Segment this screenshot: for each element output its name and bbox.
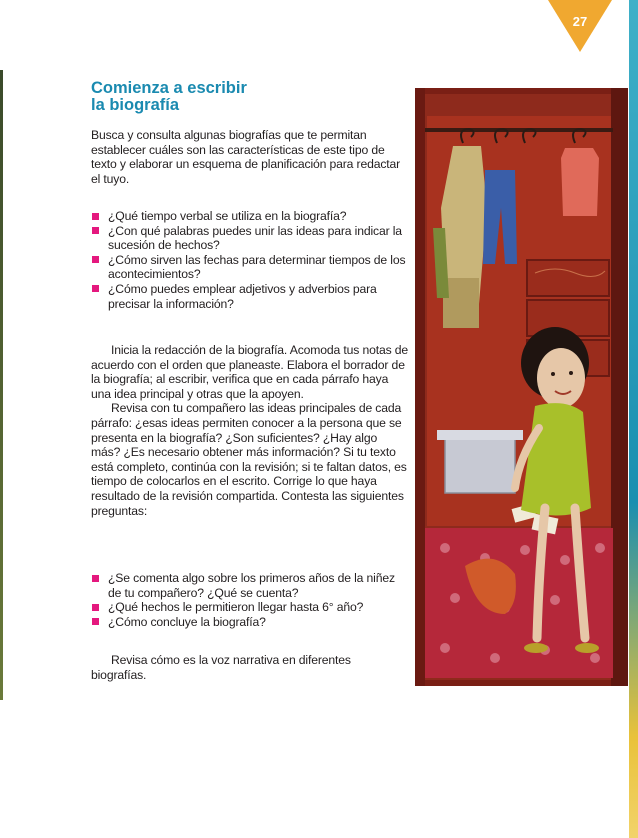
bullet-square-icon: [92, 618, 99, 625]
question-list-1: [91, 209, 409, 311]
list-item: ¿Cómo sirven las fechas para determinar tiempos de los acontecimientos?: [91, 253, 409, 282]
closing-paragraph: [91, 653, 409, 682]
illustration-svg: [415, 88, 628, 686]
intro-paragraph: [91, 128, 409, 186]
left-edge-strip: [0, 70, 3, 700]
section-title: [91, 80, 391, 114]
list-item: ¿Con qué palabras puedes unir las ideas para indicar la sucesión de hechos?: [91, 224, 409, 253]
list-item: ¿Qué hechos le permitieron llegar hasta 6° año?: [91, 600, 409, 615]
bullet-square-icon: [92, 227, 99, 234]
title-line-1: Comienza a escribir: [91, 79, 247, 97]
paragraph-2: Revisa con tu compañero las ideas principales de cada párrafo: ¿esas ideas permiten conocer a la persona que se presenta en la biografía? ¿Son suficientes? ¿Hay algo más? ¿Es necesario obtener más información? Si tu texto está completo, continúa con la revisión; si te faltan datos, es tiempo de colocarlos en el escrito. Corrige lo que haya resultado de la revisión compartida. Contesta las siguientes preguntas:: [91, 401, 407, 518]
body-paragraphs: [91, 343, 409, 518]
closing-text: Revisa cómo es la voz narrativa en diferentes biografías.: [91, 653, 351, 682]
bullet-square-icon: [92, 213, 99, 220]
list-item: ¿Cómo puedes emplear adjetivos y adverbios para precisar la información?: [91, 282, 409, 311]
bullet-square-icon: [92, 285, 99, 292]
page-number: 27: [572, 14, 588, 29]
list-item: ¿Cómo concluye la biografía?: [91, 615, 409, 630]
list-item: ¿Se comenta algo sobre los primeros años de la niñez de tu compañero? ¿Qué se cuenta?: [91, 571, 409, 600]
paragraph-1: Inicia la redacción de la biografía. Acomoda tus notas de acuerdo con el orden que planeaste. Elabora el borrador de la biografía; al escribir, verifica que en cada párrafo haya una idea principal y otras que la apoyen.: [91, 343, 409, 401]
bullet-square-icon: [92, 604, 99, 611]
bullet-square-icon: [92, 256, 99, 263]
closet-girl-illustration: [415, 88, 628, 686]
bullet-square-icon: [92, 575, 99, 582]
question-list-2: [91, 571, 409, 629]
intro-text: Busca y consulta algunas biografías que te permitan establecer cuáles son las características de este tipo de texto y elaborar un esquema de planificación para redactar el tuyo.: [91, 128, 401, 186]
title-line-2: la biografía: [91, 96, 180, 114]
list-item: ¿Qué tiempo verbal se utiliza en la biografía?: [91, 209, 409, 224]
page-number-tab: [548, 0, 612, 52]
right-edge-stripe: [629, 0, 638, 838]
